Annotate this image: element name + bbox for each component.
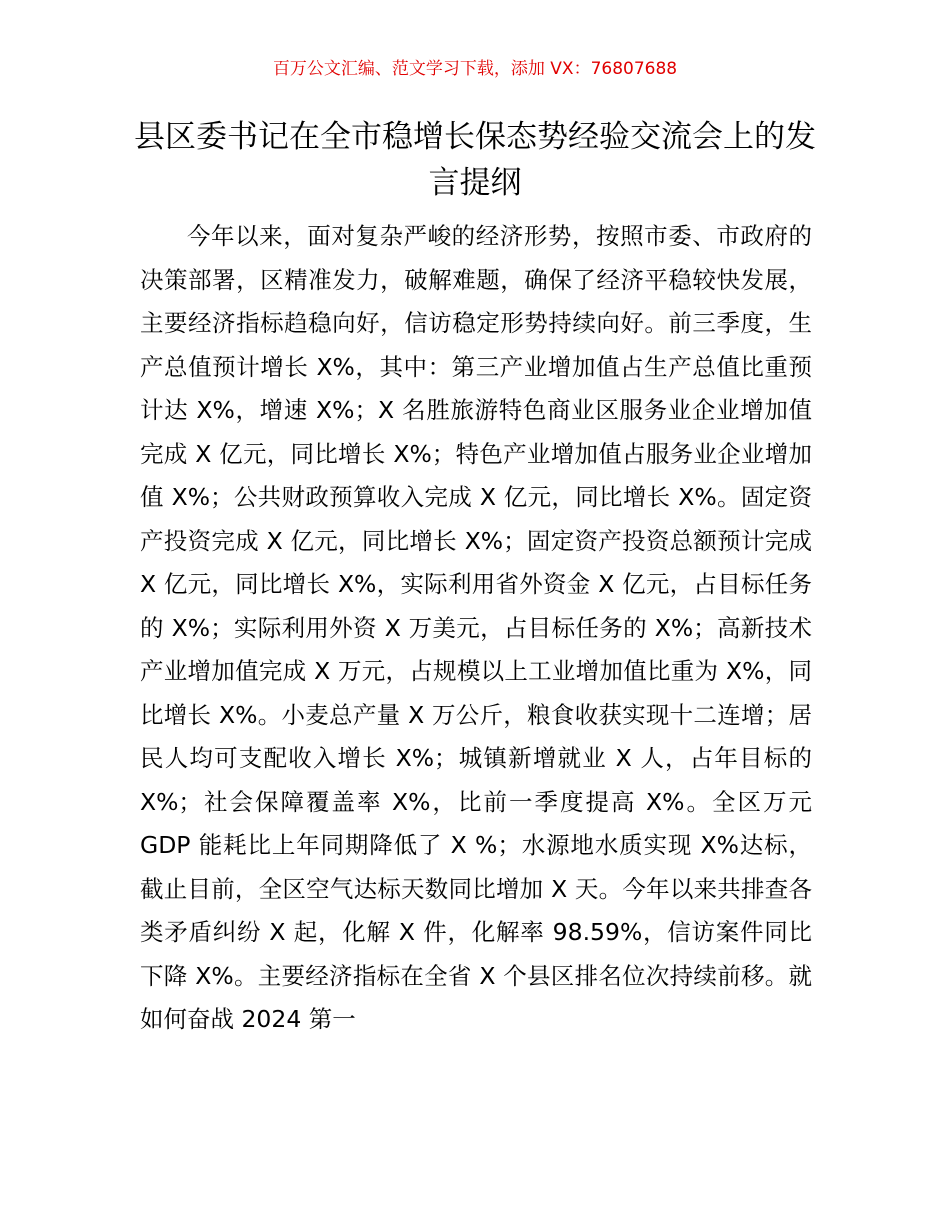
header-promo-note: 百万公文汇编、范文学习下载，添加 VX：76807688: [272, 59, 678, 79]
document-title: 县区委书记在全市稳增长保态势经验交流会上的发言提纲: [134, 119, 816, 201]
body-paragraph: 今年以来，面对复杂严峻的经济形势，按照市委、市政府的决策部署，区精准发力，破解难题，确保了经济平稳较快发展，主要经济指标趋稳向好，信访稳定形势持续向好。前三季度，生产总值预计增长 X%，其中：第三产业增加值占生产总值比重预计达 X%，增速 X%；X 名胜旅游特色商业区服务业企业增加值完成 X 亿元，同比增长 X%；特色产业增加值占服务业企业增加值 X%；公共财政预算收入完成 X 亿元，同比增长 X%。固定资产投资完成 X 亿元，同比增长 X%；固定资产投资总额预计完成 X 亿元，同比增长 X%，实际利用省外资金 X 亿元，占目标任务的 X%；实际利用外资 X 万美元，占目标任务的 X%；高新技术产业增加值完成 X 万元，占规模以上工业增加值比重为 X%，同比增长 X%。小麦总产量 X 万公斤，粮食收获实现十二连增；居民人均可支配收入增长 X%；城镇新增就业 X 人，占年目标的 X%；社会保障覆盖率 X%，比前一季度提高 X%。全区万元 GDP 能耗比上年同期降低了 X %；水源地水质实现 X%达标，截止目前，全区空气达标天数同比增加 X 天。今年以来共排查各类矛盾纠纷 X 起，化解 X 件，化解率 98.59%，信访案件同比下降 X%。主要经济指标在全省 X 个县区排名位次持续前移。就如何奋战 2024 第一: [140, 222, 812, 1033]
